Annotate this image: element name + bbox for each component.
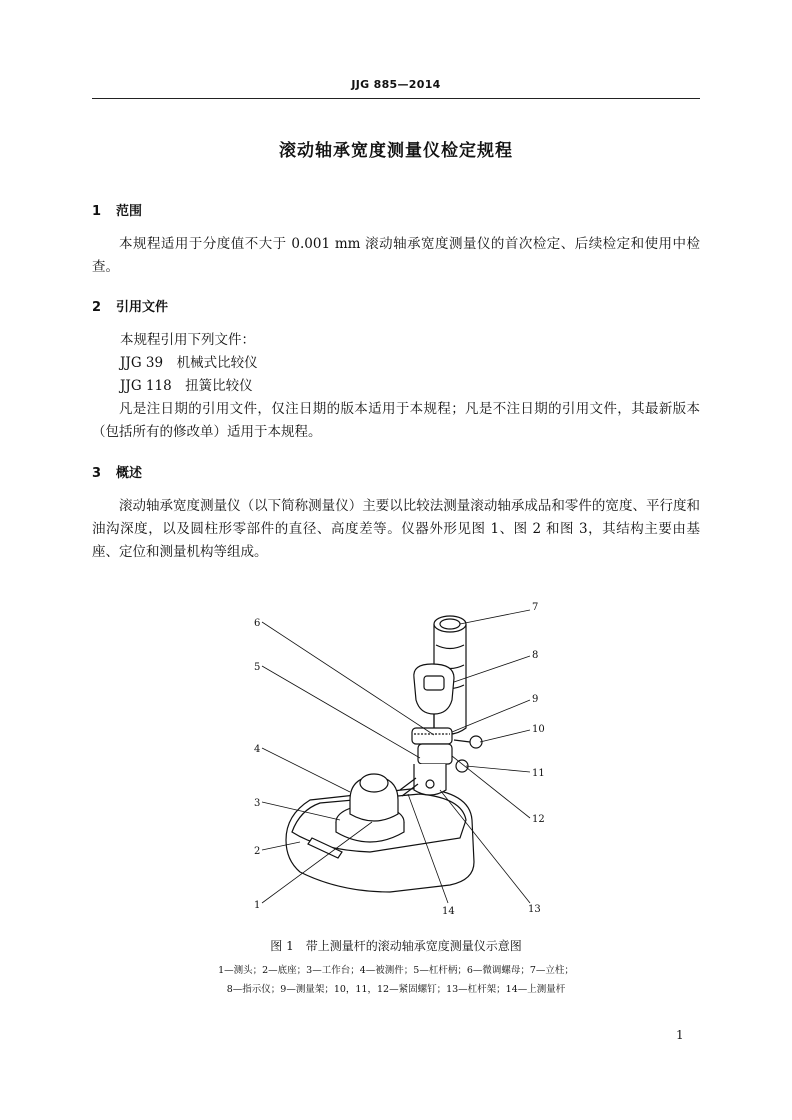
section-title: 范围 — [116, 204, 143, 219]
label-6: 6 — [254, 618, 261, 629]
label-13: 13 — [528, 904, 541, 915]
section-1-paragraph: 本规程适用于分度值不大于 0.001 mm 滚动轴承宽度测量仪的首次检定、后续检定和使用中检查。 — [92, 236, 700, 275]
reference-item: JJG 39 机械式比较仪 — [120, 355, 258, 371]
label-12: 12 — [532, 814, 545, 825]
label-10: 10 — [532, 724, 545, 735]
instrument-diagram — [240, 598, 560, 923]
section-title: 概述 — [116, 466, 143, 481]
figure-caption: 图 1 带上测量杆的滚动轴承宽度测量仪示意图 — [270, 939, 522, 953]
label-3: 3 — [254, 798, 261, 809]
section-number: 2 — [92, 300, 102, 315]
document-title: 滚动轴承宽度测量仪检定规程 — [279, 141, 513, 161]
section-title: 引用文件 — [116, 300, 169, 315]
document-code-header: JJG 885—2014 — [351, 78, 441, 91]
references-intro: 本规程引用下列文件： — [120, 332, 255, 348]
label-1: 1 — [254, 900, 261, 911]
label-4: 4 — [254, 744, 261, 755]
section-number: 1 — [92, 204, 102, 219]
section-3-paragraph: 滚动轴承宽度测量仪（以下简称测量仪）主要以比较法测量滚动轴承成品和零件的宽度、平行度和油沟深度，以及圆柱形零部件的直径、高度差等。仪器外形见图 1、图 2 和图 3，其结构主要由基座、定位和测量机构等组成。 — [92, 498, 700, 560]
label-9: 9 — [532, 694, 539, 705]
label-11: 11 — [532, 768, 545, 779]
section-2-paragraph: 凡是注日期的引用文件，仅注日期的版本适用于本规程；凡是不注日期的引用文件，其最新版本（包括所有的修改单）适用于本规程。 — [92, 401, 700, 440]
header-rule — [92, 98, 700, 99]
figure-legend-line-2: 8—指示仪；9—测量架；10，11，12—紧固螺钉；13—杠杆架；14—上测量杆 — [226, 984, 566, 995]
section-1-heading — [92, 200, 142, 219]
label-2: 2 — [254, 846, 261, 857]
section-2-heading — [92, 296, 168, 315]
label-7: 7 — [532, 602, 539, 613]
label-8: 8 — [532, 650, 539, 661]
section-3-heading — [92, 462, 142, 481]
fine-adjust-nut — [412, 728, 452, 744]
section-number: 3 — [92, 466, 102, 481]
label-14: 14 — [442, 906, 455, 917]
label-5: 5 — [254, 662, 261, 673]
figure-legend-line-1: 1—测头；2—底座；3—工作台；4—被测件；5—杠杆柄；6—微调螺母；7—立柱； — [218, 965, 574, 976]
page-number: 1 — [676, 1028, 684, 1042]
reference-item: JJG 118 扭簧比较仪 — [120, 378, 253, 394]
